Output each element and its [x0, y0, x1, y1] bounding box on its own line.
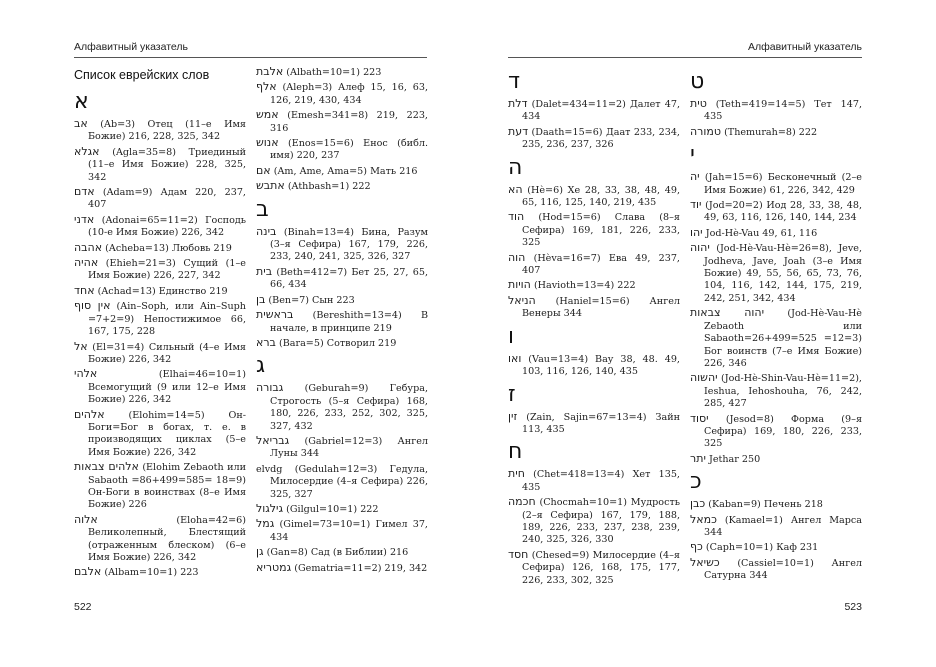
entry-text: (Daath=15=6) Даат 233, 234, 235, 236, 237, 326: [522, 126, 680, 151]
index-entry: [256, 66, 428, 79]
hebrew-word: אם: [256, 163, 271, 177]
hebrew-word: אדם: [74, 185, 95, 199]
entry-text: (Hod=15=6) Слава (8–я Сефира) 169, 181, 226, 233, 325: [522, 212, 680, 249]
hebrew-word: אדני: [74, 212, 95, 226]
page-number-right: 523: [844, 601, 862, 613]
entry-text: (Elohim=14=5) Он-Боги=Бог в богах, т. е. в производящих циклах (5–е Имя Божие) 226, 342: [88, 409, 246, 458]
hebrew-word: דלת: [508, 97, 528, 110]
entry-text: (Zain, Sajin=67=13=4) Зайн 113, 435: [522, 411, 680, 435]
entry-text: (Gematria=11=2) 219, 342: [294, 562, 428, 574]
index-entry: [74, 514, 246, 565]
index-entry: [74, 341, 246, 367]
entry-text: (Enos=15=6) Енос (библ. имя) 220, 237: [270, 138, 428, 162]
index-entry: [74, 214, 246, 240]
index-entry: [256, 81, 428, 107]
entry-text: (Chesed=9) Милосердие (4–я Сефира) 126, 168, 175, 177, 226, 233, 302, 325: [522, 549, 680, 586]
alphabet-letter-heading: ו: [508, 323, 514, 349]
index-entry: [74, 461, 246, 512]
alphabet-letter-heading: ד: [508, 69, 521, 94]
hebrew-word: אל: [74, 339, 88, 353]
entry-text: (Cassiel=10=1) Ангел Сатурна 344: [704, 557, 862, 582]
index-entry: [256, 180, 428, 193]
index-entry: [690, 126, 862, 139]
right-page: [468, 0, 936, 667]
entry-text: (Dalet=434=11=2) Далет 47, 434: [522, 99, 680, 123]
hebrew-word: כמאל: [690, 512, 717, 526]
entry-text: (Chet=418=13=4) Хет 135, 435: [522, 469, 680, 493]
index-entry: [690, 242, 862, 305]
hebrew-word: יה: [690, 170, 700, 184]
index-entry: [256, 546, 428, 559]
running-head-left: Алфавитный указатель: [74, 41, 188, 53]
entry-text: (Jod-Hè-Vau-Hè Zebaoth или Sabaoth=26+499=525 =12=3) Бог воинств (7–е Имя Божие) 226, 346: [704, 308, 862, 369]
hebrew-word: בן: [256, 292, 266, 306]
hebrew-word: חכמה: [508, 495, 536, 509]
entry-text: (Haniel=15=6) Ангел Венеры 344: [522, 295, 680, 320]
entry-text: (Am, Ame, Ama=5) Мать 216: [273, 165, 418, 177]
entry-text: (Gilgul=10=1) 222: [286, 503, 379, 515]
hebrew-word: טית: [690, 97, 707, 110]
index-entry: [690, 413, 862, 451]
hebrew-word: אמש: [256, 108, 279, 122]
hebrew-word: אנוש: [256, 136, 279, 150]
entry-text: (Jod-Hè-Vau-Hè=26=8), Jeve, Jodheva, Jave, Joah (3–е Имя Божие) 49, 55, 56, 65, 73, 76, 104, 116, 142, 144, 175, 219, 242, 251, 342, 434: [704, 243, 862, 304]
hebrew-word: אב: [74, 117, 88, 130]
entry-text: (Aleph=3) Алеф 15, 16, 63, 126, 219, 430, 434: [270, 82, 428, 106]
hebrew-word: בינה: [256, 224, 277, 238]
index-entry: [256, 463, 428, 501]
entry-text: (Adonai=65=11=2) Господь (10-е Имя Божие) 226, 342: [88, 214, 246, 239]
index-entry: [690, 227, 862, 240]
hebrew-word: בית: [256, 264, 273, 278]
hebrew-word: הויות: [508, 278, 531, 292]
index-entry: [690, 498, 862, 511]
entry-text: (Ben=7) Сын 223: [268, 294, 355, 306]
entries: [690, 68, 862, 583]
hebrew-word: בראשית: [256, 308, 294, 322]
hebrew-word: יהוה צבאות: [690, 306, 765, 320]
hebrew-word: יהשוה: [690, 371, 718, 385]
index-entry: [508, 295, 680, 321]
alphabet-letter-heading: כ: [690, 469, 702, 495]
entry-text: (Hè=6) Хе 28, 33, 38, 48, 49, 65, 116, 125, 140, 219, 435: [522, 184, 680, 209]
page-number-left: 522: [74, 601, 92, 613]
entry-text: (Jah=15=6) Бесконечный (2–е Имя Божие) 61, 226, 342, 429: [704, 172, 862, 196]
hebrew-word: יתר: [690, 451, 706, 465]
index-entry: [508, 98, 680, 124]
entry-text: Jethar 250: [708, 453, 761, 465]
entry-text: (Kamael=1) Ангел Марса 344: [704, 514, 862, 538]
hebrew-word: הוד: [508, 210, 525, 224]
hebrew-word: אלהי: [74, 367, 98, 381]
right-page-column-1: [508, 66, 680, 589]
hebrew-word: כבן: [690, 497, 706, 511]
entry-text: (Jod=20=2) Иод 28, 33, 38, 48, 49, 63, 116, 126, 140, 144, 234: [704, 200, 862, 224]
hebrew-word: יהו: [690, 225, 703, 239]
index-entry: [508, 496, 680, 547]
alphabet-letter-heading: ה: [508, 154, 523, 180]
section-title: Список еврейских слов: [74, 68, 210, 82]
hebrew-word: אחד: [74, 283, 95, 297]
entry-text: (Ain–Soph, или Ain–Suph =7+2=9) Непостижимое 66, 167, 175, 228: [88, 301, 246, 338]
hebrew-word: גמל: [256, 517, 275, 531]
entries: [256, 66, 428, 575]
entry-text: elvdg (Gedulah=12=3) Гедула, Милосердие (4–я Сефира) 226, 325, 327: [256, 463, 428, 500]
alphabet-letter-heading: י: [690, 142, 695, 168]
alphabet-letter-heading: ט: [690, 69, 705, 94]
entry-text: (Kaban=9) Печень 218: [708, 499, 823, 511]
hebrew-word: אגלא: [74, 144, 100, 158]
index-entry: [508, 126, 680, 152]
index-entry: [690, 372, 862, 410]
hebrew-word: אלוה: [74, 512, 98, 526]
entry-text: (Bereshith=13=4) В начале, в принципе 219: [270, 310, 428, 334]
hebrew-word: ברא: [256, 335, 276, 349]
hebrew-word: טמורה: [690, 124, 721, 138]
entries: [74, 88, 246, 580]
entry-text: (El=31=4) Сильный (4–е Имя Божие) 226, 342: [88, 341, 246, 365]
index-entry: [508, 252, 680, 278]
entry-text: (Themurah=8) 222: [724, 126, 818, 138]
alphabet-letter-heading: ז: [508, 381, 516, 407]
hebrew-word: הא: [508, 182, 523, 196]
index-entry: [690, 514, 862, 540]
hebrew-word: גן: [256, 545, 264, 559]
hebrew-word: אתבש: [256, 179, 285, 193]
hebrew-word: זין: [508, 409, 518, 423]
entry-text: (Ab=3) Отец (11–е Имя Божие) 216, 228, 325, 342: [88, 119, 246, 143]
hebrew-word: הוה: [508, 250, 526, 264]
alphabet-letter-heading: ח: [508, 439, 523, 465]
index-entry: [256, 226, 428, 264]
index-entry: [74, 566, 246, 579]
hebrew-word: אלבת: [256, 65, 284, 78]
index-entry: [508, 353, 680, 379]
hebrew-word: ואו: [508, 351, 522, 365]
entry-text: (Achad=13) Единство 219: [97, 285, 228, 297]
index-entry: [74, 242, 246, 255]
hebrew-word: גבורה: [256, 381, 284, 395]
hebrew-word: חסד: [508, 547, 529, 561]
running-head-right: Алфавитный указатель: [748, 41, 862, 53]
index-entry: [74, 285, 246, 298]
hebrew-word: כשיאל: [690, 555, 720, 569]
hebrew-word: אהיה: [74, 256, 99, 270]
entry-text: (Ehieh=21=3) Сущий (1–е Имя Божие) 226, 227, 342: [88, 258, 246, 282]
index-entry: [74, 146, 246, 184]
hebrew-word: יוד: [690, 198, 702, 212]
entry-text: (Havioth=13=4) 222: [533, 280, 636, 292]
alphabet-letter-heading: ג: [256, 353, 266, 379]
hebrew-word: גילגול: [256, 501, 284, 515]
hebrew-word: אלהים: [74, 407, 105, 421]
entry-text: (Binah=13=4) Бина, Разум (3–я Сефира) 167, 179, 226, 233, 240, 241, 325, 326, 327: [270, 226, 428, 263]
index-entry: [74, 409, 246, 460]
hebrew-word: חית: [508, 467, 525, 481]
right-page-column-2: [690, 66, 862, 585]
hebrew-word: גמטריא: [256, 560, 292, 574]
hebrew-word: אלהים צבאות: [74, 460, 139, 474]
entry-text: (Agla=35=8) Триединый (11–е Имя Божие) 228, 325, 342: [88, 146, 246, 183]
index-entry: [74, 118, 246, 144]
hebrew-word: כף: [690, 540, 703, 554]
index-entry: [256, 382, 428, 433]
hebrew-word: אלבם: [74, 565, 102, 579]
index-entry: [256, 266, 428, 292]
index-entry: [256, 337, 428, 350]
header-rule-right: [508, 57, 862, 58]
hebrew-word: הניאל: [508, 293, 536, 307]
index-entry: [690, 541, 862, 554]
entry-text: (Elohim Zebaoth или Sabaoth =86+499=585= 18=9) Он-Боги в воинствах (8–е Имя Божие) 226: [88, 462, 246, 511]
index-entry: [74, 368, 246, 406]
index-entry: [74, 300, 246, 338]
index-entry: [256, 562, 428, 575]
entry-text: (Hèva=16=7) Ева 49, 237, 407: [522, 252, 680, 277]
index-entry: [256, 503, 428, 516]
index-entry: [690, 453, 862, 466]
entry-text: (Albath=10=1) 223: [286, 67, 382, 78]
entry-text: (Gimel=73=10=1) Гимел 37, 434: [270, 519, 428, 543]
entry-text: (Athbash=1) 222: [287, 181, 371, 193]
entry-text: (Bara=5) Сотворил 219: [278, 337, 397, 349]
entry-text: (Adam=9) Адам 220, 237, 407: [88, 187, 246, 211]
alphabet-letter-heading: ב: [256, 196, 269, 222]
entry-text: (Gan=8) Сад (в Библии) 216: [266, 547, 409, 559]
index-entry: [256, 165, 428, 178]
index-entry: [690, 199, 862, 225]
index-entry: [690, 307, 862, 370]
index-entry: [508, 549, 680, 587]
entry-text: (Eloha=42=6) Великолепный, Блестящий (отраженным блеском) (6–е Имя Божие) 226, 342: [88, 514, 246, 563]
entry-text: (Albam=10=1) 223: [104, 567, 199, 579]
entry-text: (Jod-Hè-Shin-Vau-Hè=11=2), Ieshua, Iehoshouha, 76, 242, 285, 427: [704, 373, 862, 410]
entry-text: (Gabriel=12=3) Ангел Луны 344: [270, 435, 428, 460]
index-entry: [74, 186, 246, 212]
index-entry: [690, 171, 862, 197]
index-entry: [508, 279, 680, 292]
index-entry: [508, 211, 680, 249]
index-entry: [690, 98, 862, 124]
entry-text: (Geburah=9) Гебура, Строгость (5–я Сефира) 168, 180, 226, 233, 252, 302, 325, 327, 432: [270, 383, 428, 432]
index-entry: [256, 309, 428, 335]
hebrew-word: דעת: [508, 124, 529, 138]
alphabet-letter-heading: א: [74, 89, 89, 114]
entry-text: (Vau=13=4) Вау 38, 48. 49, 103, 116, 126, 140, 435: [522, 353, 680, 378]
left-page-column-2: [256, 66, 428, 577]
index-entry: [690, 557, 862, 583]
hebrew-word: אלף: [256, 80, 277, 94]
hebrew-word: אין סוף: [74, 299, 111, 313]
index-entry: [508, 468, 680, 494]
entry-text: (Elhai=46=10=1) Всемогущий (9 или 12–е Имя Божие) 226, 342: [88, 369, 246, 406]
hebrew-word: יהוה: [690, 241, 710, 255]
index-entry: [256, 294, 428, 307]
hebrew-word: אהבה: [74, 240, 103, 254]
entries: [508, 68, 680, 587]
entry-text: (Teth=419=14=5) Тет 147, 435: [704, 99, 862, 123]
index-entry: [256, 518, 428, 544]
entry-text: (Emesh=341=8) 219, 223, 316: [270, 110, 428, 134]
entry-text: (Acheba=13) Любовь 219: [105, 242, 232, 254]
entry-text: (Beth=412=7) Бет 25, 27, 65, 66, 434: [270, 266, 428, 291]
index-entry: [256, 109, 428, 135]
entry-text: Jod-Hè-Vau 49, 61, 116: [705, 227, 818, 239]
index-entry: [508, 184, 680, 210]
index-entry: [256, 137, 428, 163]
hebrew-word: יסוד: [690, 411, 709, 425]
index-entry: [256, 435, 428, 461]
entry-text: (Caph=10=1) Каф 231: [705, 542, 819, 554]
entry-text: (Jesod=8) Форма (9–я Сефира) 169, 180, 226, 233, 325: [704, 413, 862, 450]
entry-text: (Chocmah=10=1) Мудрость (2–я Сефира) 167, 179, 188, 189, 226, 233, 237, 238, 239, 240, 325, 326, 330: [522, 497, 680, 546]
index-entry: [74, 257, 246, 283]
left-page-column-1: [74, 66, 246, 582]
hebrew-word: גבריאל: [256, 433, 290, 447]
index-entry: [508, 411, 680, 437]
header-rule-left: [74, 57, 427, 58]
